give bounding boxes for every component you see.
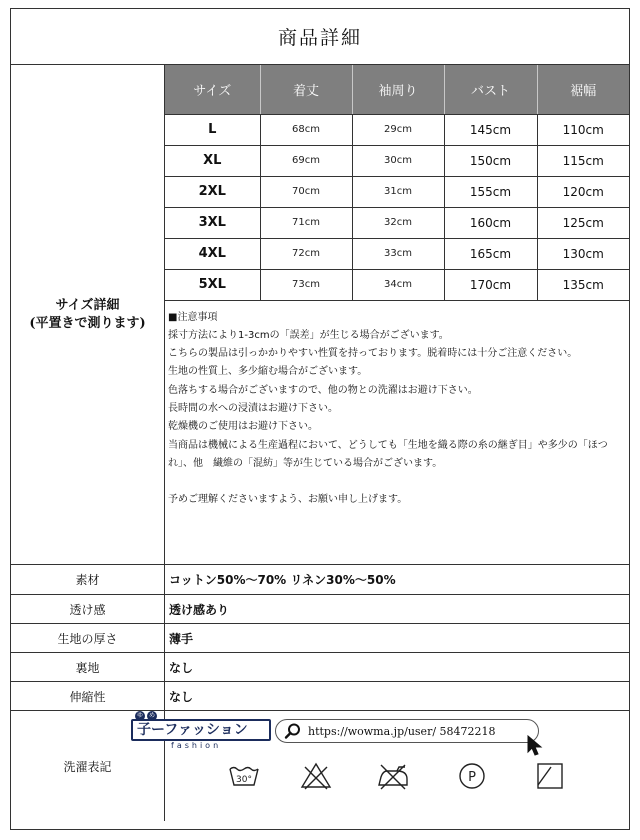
shop-url-text[interactable]: https://wowma.jp/user/ 58472218 xyxy=(308,724,496,738)
cell-hem: 120cm xyxy=(537,176,629,207)
cell-length: 70cm xyxy=(260,176,352,207)
note-line: こちらの製品は引っかかりやすい性質を持っております。脱着時には十分ご注意ください。 xyxy=(168,348,578,360)
logo-text: 子ーファッション xyxy=(131,719,271,741)
cell-size: L xyxy=(165,114,260,145)
cell-hem: 115cm xyxy=(537,145,629,176)
size-section-label xyxy=(11,65,165,564)
cell-size: XL xyxy=(165,145,260,176)
logo-dot: ゆ xyxy=(136,712,143,719)
shop-url-bar[interactable] xyxy=(275,719,539,743)
table-row xyxy=(165,238,629,269)
attr-value: なし xyxy=(169,660,194,675)
attr-key: 透け感 xyxy=(11,595,165,623)
attr-row-material xyxy=(11,565,629,595)
cell-length: 72cm xyxy=(260,238,352,269)
cell-sleeve: 32cm xyxy=(352,207,444,238)
note-line: 当商品は機械による生産過程において、どうしても「生地を織る際の糸の継ぎ目」や多少の「ほつれ」、他 繊維の「混紡」等が生じている場合がございます。 xyxy=(168,439,608,469)
no-iron-icon xyxy=(375,761,411,791)
cell-length: 68cm xyxy=(260,114,352,145)
washing-value xyxy=(136,711,629,821)
notes-heading: ■注意事項 xyxy=(168,311,218,323)
size-label-line1: サイズ詳細 xyxy=(55,297,120,313)
search-icon xyxy=(284,722,302,740)
attr-row-sheerness xyxy=(11,595,629,624)
size-table-header xyxy=(165,65,629,114)
cell-hem: 110cm xyxy=(537,114,629,145)
cell-sleeve: 30cm xyxy=(352,145,444,176)
header-sleeve: 袖周り xyxy=(352,65,444,114)
table-row xyxy=(165,114,629,145)
cell-bust: 170cm xyxy=(444,269,537,300)
dry-clean-letter: P xyxy=(468,770,476,785)
cell-size: 5XL xyxy=(165,269,260,300)
header-length: 着丈 xyxy=(260,65,352,114)
cell-hem: 125cm xyxy=(537,207,629,238)
note-line: 色落ちする場合がございますので、他の物との洗濯はお避け下さい。 xyxy=(168,384,478,396)
cell-sleeve: 34cm xyxy=(352,269,444,300)
attr-row-lining xyxy=(11,653,629,682)
cell-length: 69cm xyxy=(260,145,352,176)
cell-size: 3XL xyxy=(165,207,260,238)
cell-length: 71cm xyxy=(260,207,352,238)
dry-clean-p-icon xyxy=(457,761,487,791)
attr-value: 透け感あり xyxy=(169,602,230,617)
cell-size: 4XL xyxy=(165,238,260,269)
size-table xyxy=(165,65,629,301)
cell-sleeve: 33cm xyxy=(352,238,444,269)
wash-temp-label: 30° xyxy=(236,775,252,785)
attr-row-stretch xyxy=(11,682,629,711)
cell-sleeve: 29cm xyxy=(352,114,444,145)
attr-key: 裏地 xyxy=(11,653,165,681)
cell-bust: 145cm xyxy=(444,114,537,145)
page-title: 商品詳細 xyxy=(11,9,629,65)
cell-bust: 165cm xyxy=(444,238,537,269)
header-size: サイズ xyxy=(165,65,260,114)
attr-row-thickness xyxy=(11,624,629,653)
header-hem: 裾幅 xyxy=(537,65,629,114)
cell-size: 2XL xyxy=(165,176,260,207)
size-label-line2: (平置きで測ります) xyxy=(29,315,146,331)
note-line: 長時間の水への浸漬はお避け下さい。 xyxy=(168,402,338,414)
table-row xyxy=(165,176,629,207)
logo-subtext: fashion xyxy=(171,741,222,750)
note-line: 予めご理解くださいますよう、お願い申し上げます。 xyxy=(168,494,408,506)
cell-bust: 160cm xyxy=(444,207,537,238)
cell-bust: 150cm xyxy=(444,145,537,176)
notes-block xyxy=(165,301,629,510)
cell-bust: 155cm xyxy=(444,176,537,207)
washing-row xyxy=(11,711,629,821)
table-row xyxy=(165,145,629,176)
washing-key: 洗濯表記 xyxy=(11,711,165,821)
header-bust: バスト xyxy=(444,65,537,114)
attr-value: コットン50%～70% リネン30%～50% xyxy=(169,573,396,587)
note-spacer xyxy=(168,473,625,491)
cursor-arrow-icon xyxy=(527,735,543,757)
size-section xyxy=(11,65,629,565)
attr-key: 伸縮性 xyxy=(11,682,165,710)
note-line: 採寸方法により1-3cmの「誤差」が生じる場合がございます。 xyxy=(168,329,449,341)
line-dry-icon xyxy=(535,761,565,791)
cell-sleeve: 31cm xyxy=(352,176,444,207)
attr-value: なし xyxy=(169,689,194,704)
cell-hem: 135cm xyxy=(537,269,629,300)
logo-dot: め xyxy=(148,712,155,719)
table-row xyxy=(165,207,629,238)
product-detail-sheet xyxy=(10,8,630,830)
shop-logo xyxy=(131,713,273,749)
attr-value: 薄手 xyxy=(169,631,194,646)
note-line: 生地の性質上、多少縮む場合がございます。 xyxy=(168,366,368,378)
no-bleach-icon xyxy=(299,761,333,791)
size-section-content xyxy=(165,65,629,564)
attr-key: 生地の厚さ xyxy=(11,624,165,652)
wash-30-icon xyxy=(227,761,261,791)
note-line: 乾燥機のご使用はお避け下さい。 xyxy=(168,421,318,433)
attr-key: 素材 xyxy=(11,565,165,594)
cell-hem: 130cm xyxy=(537,238,629,269)
table-row xyxy=(165,269,629,300)
cell-length: 73cm xyxy=(260,269,352,300)
